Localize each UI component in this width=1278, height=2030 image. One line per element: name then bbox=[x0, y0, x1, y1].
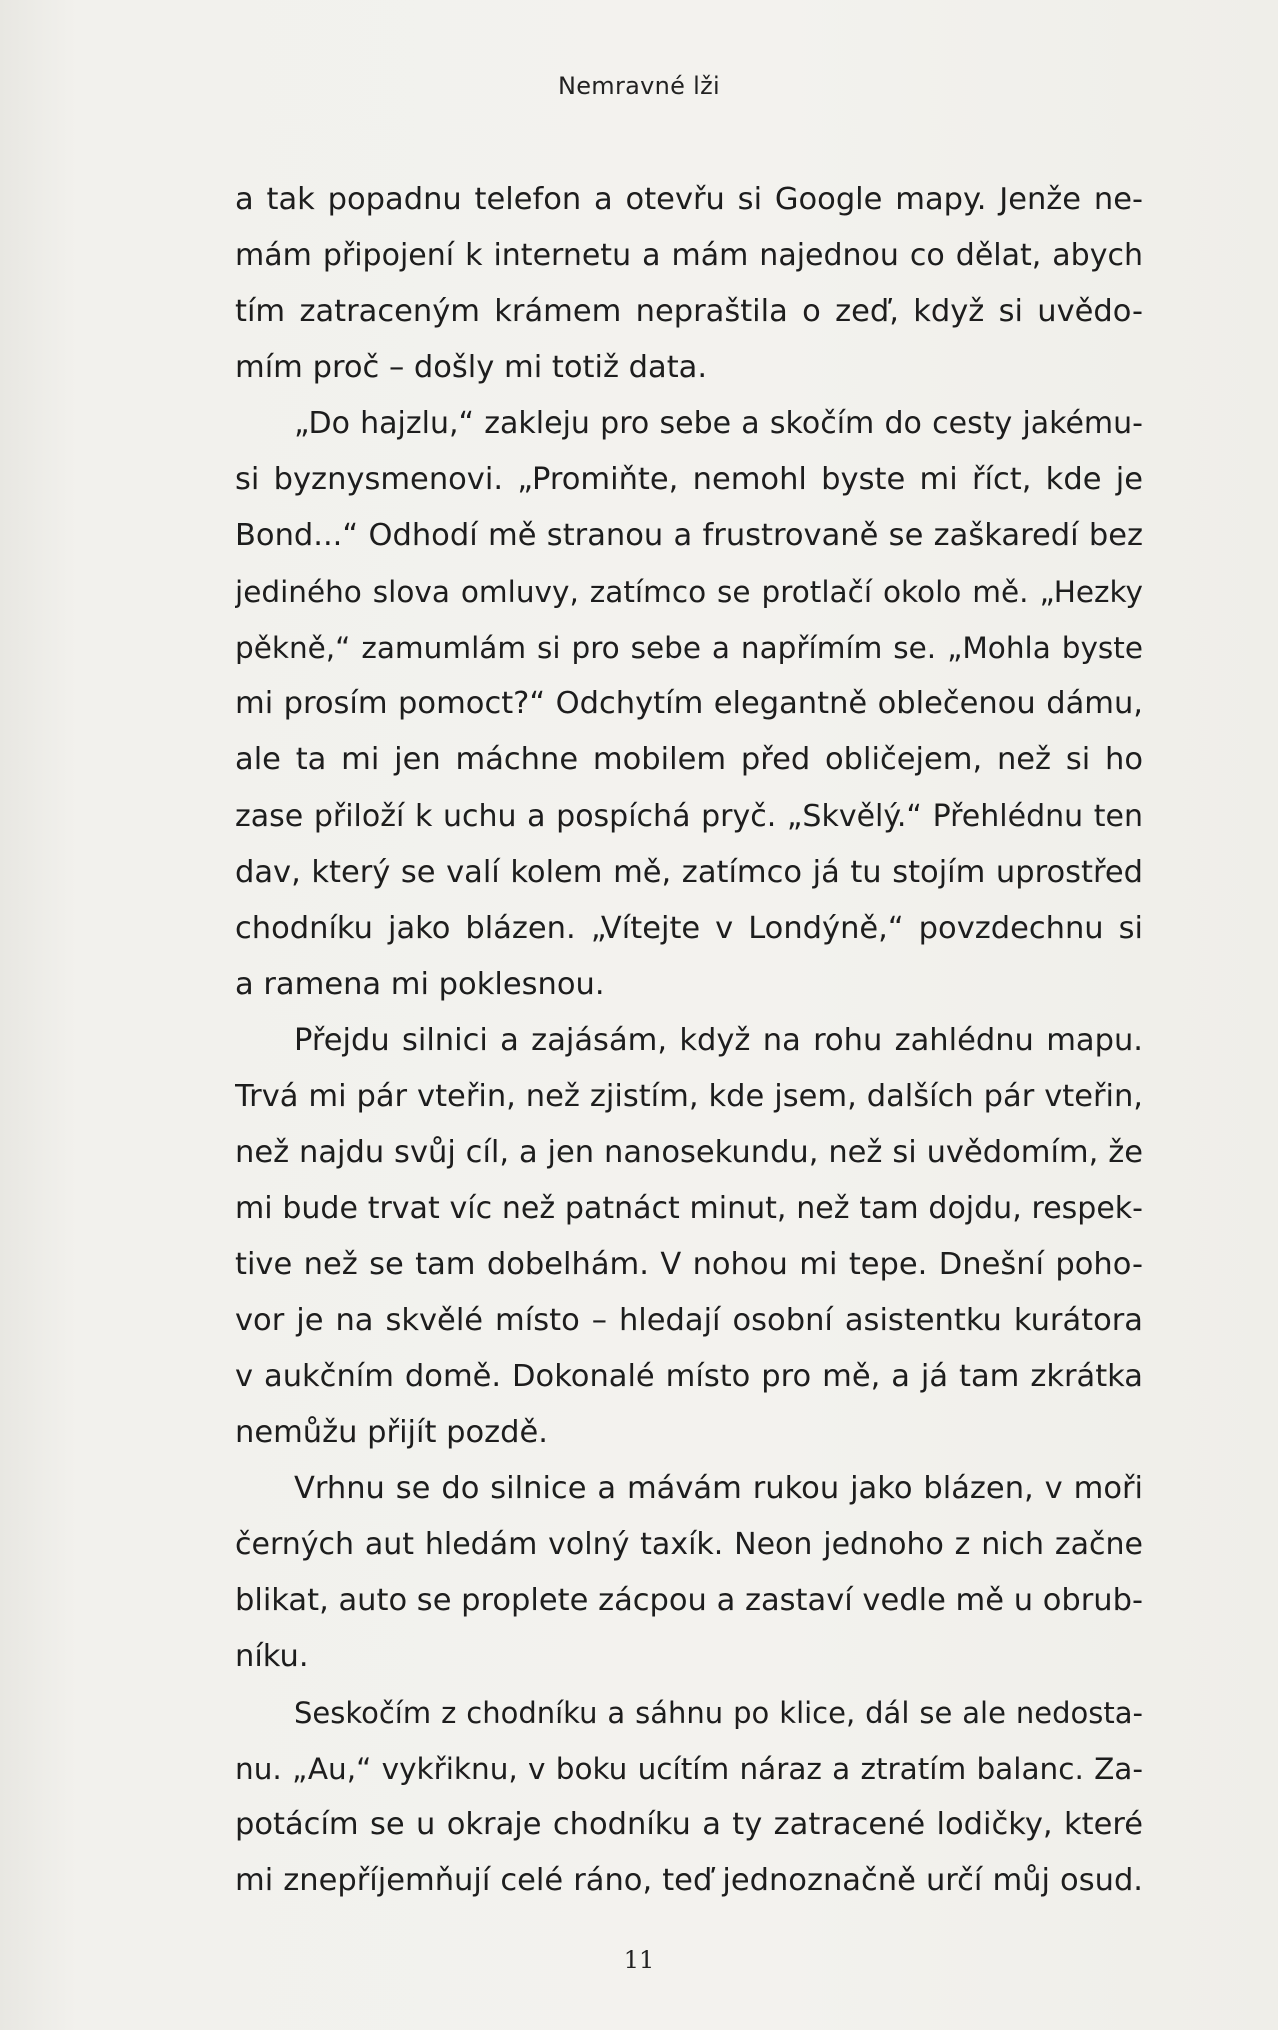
text-line: mi znepříjemňují celé ráno, teď jednoznačně určí můj osud. bbox=[235, 1863, 1143, 1899]
text-line: pěkně,“ zamumlám si pro sebe a napřímím se. „Mohla byste bbox=[235, 631, 1143, 666]
text-line: tím zatraceným krámem nepraštila o zeď, když si uvědo- bbox=[235, 294, 1143, 330]
text-line: chodníku jako blázen. „Vítejte v Londýně,“ povzdechnu si bbox=[235, 910, 1143, 946]
text-line: černých aut hledám volný taxík. Neon jednoho z nich začne bbox=[235, 1527, 1143, 1563]
text-line: níku. bbox=[235, 1639, 309, 1675]
running-head: Nemravné lži bbox=[557, 72, 720, 100]
text-line: v aukčním domě. Dokonalé místo pro mě, a já tam zkrátka bbox=[235, 1358, 1143, 1394]
text-line: než najdu svůj cíl, a jen nanosekundu, než si uvědomím, že bbox=[235, 1134, 1143, 1170]
text-line: dav, který se valí kolem mě, zatímco já tu stojím uprostřed bbox=[235, 854, 1143, 890]
body-text bbox=[235, 172, 1143, 1909]
text-line: Seskočím z chodníku a sáhnu po klice, dál se ale nedosta- bbox=[294, 1696, 1143, 1731]
text-line: vor je na skvělé místo – hledají osobní asistentku kurátora bbox=[235, 1302, 1143, 1338]
text-line: Vrhnu se do silnice a mávám rukou jako blázen, v moři bbox=[294, 1471, 1143, 1507]
text-line: zase přiloží k uchu a pospíchá pryč. „Skvělý.“ Přehlédnu ten bbox=[235, 798, 1143, 834]
text-line: nu. „Au,“ vykřiknu, v boku ucítím náraz a ztratím balanc. Za- bbox=[235, 1752, 1143, 1787]
text-line: mi prosím pomoct?“ Odchytím elegantně oblečenou dámu, bbox=[235, 686, 1143, 722]
text-line: Bond...“ Odhodí mě stranou a frustrovaně se zaškaredí bez bbox=[235, 518, 1143, 554]
text-line: Přejdu silnici a zajásám, když na rohu zahlédnu mapu. bbox=[294, 1022, 1143, 1058]
text-line: a tak popadnu telefon a otevřu si Google mapy. Jenže ne- bbox=[235, 182, 1143, 217]
text-line: tive než se tam dobelhám. V nohou mi tepe. Dnešní poho- bbox=[235, 1246, 1143, 1282]
text-line: Trvá mi pár vteřin, než zjistím, kde jsem, dalších pár vteřin, bbox=[235, 1078, 1143, 1114]
text-line: mám připojení k internetu a mám najednou co dělat, abych bbox=[235, 238, 1143, 274]
text-line: mím proč – došly mi totiž data. bbox=[235, 350, 708, 386]
text-line: ale ta mi jen máchne mobilem před obličejem, než si ho bbox=[235, 742, 1143, 778]
page-number: 11 bbox=[623, 1946, 655, 1974]
text-line: potácím se u okraje chodníku a ty zatracené lodičky, které bbox=[235, 1807, 1143, 1843]
text-line: nemůžu přijít pozdě. bbox=[235, 1415, 548, 1451]
text-line: blikat, auto se proplete zácpou a zastaví vedle mě u obrub- bbox=[235, 1583, 1143, 1619]
text-line: jediného slova omluvy, zatímco se protlačí okolo mě. „Hezky bbox=[235, 575, 1143, 610]
text-line: „Do hajzlu,“ zakleju pro sebe a skočím do cesty jakému- bbox=[294, 406, 1143, 442]
text-line: mi bude trvat víc než patnáct minut, než tam dojdu, respek- bbox=[235, 1190, 1143, 1226]
text-line: a ramena mi poklesnou. bbox=[235, 966, 605, 1002]
text-line: si byznysmenovi. „Promiňte, nemohl byste mi říct, kde je bbox=[235, 462, 1143, 498]
